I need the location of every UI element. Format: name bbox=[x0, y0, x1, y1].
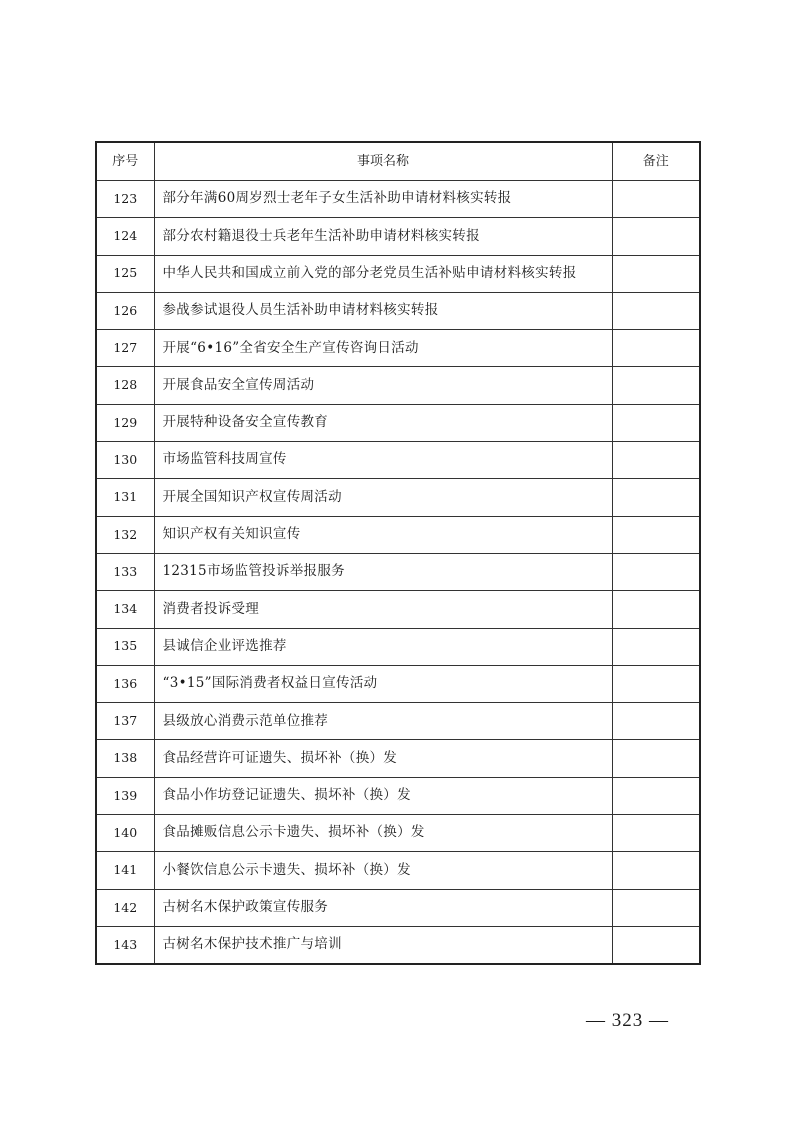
row-seq: 130 bbox=[96, 442, 154, 479]
table-row bbox=[96, 330, 700, 367]
table-row bbox=[96, 292, 700, 329]
row-item-name: 消费者投诉受理 bbox=[154, 591, 612, 628]
row-seq: 125 bbox=[96, 255, 154, 292]
row-note bbox=[612, 442, 700, 479]
row-seq: 134 bbox=[96, 591, 154, 628]
table-row bbox=[96, 367, 700, 404]
table-row bbox=[96, 591, 700, 628]
row-seq: 143 bbox=[96, 926, 154, 963]
table-row bbox=[96, 553, 700, 590]
row-seq: 136 bbox=[96, 665, 154, 702]
table-row bbox=[96, 628, 700, 665]
header-item-name: 事项名称 bbox=[154, 142, 612, 181]
row-note bbox=[612, 665, 700, 702]
row-note bbox=[612, 852, 700, 889]
row-seq: 127 bbox=[96, 330, 154, 367]
row-note bbox=[612, 703, 700, 740]
row-item-name: 中华人民共和国成立前入党的部分老党员生活补贴申请材料核实转报 bbox=[154, 255, 612, 292]
row-item-name: 部分农村籍退役士兵老年生活补助申请材料核实转报 bbox=[154, 218, 612, 255]
row-seq: 137 bbox=[96, 703, 154, 740]
table-row bbox=[96, 255, 700, 292]
table-row bbox=[96, 404, 700, 441]
table-row bbox=[96, 218, 700, 255]
row-item-name: 开展特种设备安全宣传教育 bbox=[154, 404, 612, 441]
table-row bbox=[96, 479, 700, 516]
row-item-name: 部分年满60周岁烈士老年子女生活补助申请材料核实转报 bbox=[154, 181, 612, 218]
row-seq: 135 bbox=[96, 628, 154, 665]
table-row bbox=[96, 516, 700, 553]
row-item-name: 开展食品安全宣传周活动 bbox=[154, 367, 612, 404]
row-item-name: 参战参试退役人员生活补助申请材料核实转报 bbox=[154, 292, 612, 329]
row-item-name: 县级放心消费示范单位推荐 bbox=[154, 703, 612, 740]
row-note bbox=[612, 815, 700, 852]
row-item-name: 县诚信企业评选推荐 bbox=[154, 628, 612, 665]
items-table bbox=[95, 141, 701, 965]
row-note bbox=[612, 181, 700, 218]
row-item-name: 古树名木保护技术推广与培训 bbox=[154, 926, 612, 963]
row-seq: 123 bbox=[96, 181, 154, 218]
table-row bbox=[96, 442, 700, 479]
row-note bbox=[612, 292, 700, 329]
table-header-row bbox=[96, 142, 700, 181]
row-item-name: 古树名木保护政策宣传服务 bbox=[154, 889, 612, 926]
table-row bbox=[96, 926, 700, 963]
row-seq: 141 bbox=[96, 852, 154, 889]
row-seq: 128 bbox=[96, 367, 154, 404]
row-item-name: 小餐饮信息公示卡遗失、损坏补（换）发 bbox=[154, 852, 612, 889]
row-note bbox=[612, 255, 700, 292]
row-note bbox=[612, 553, 700, 590]
table-row bbox=[96, 889, 700, 926]
row-seq: 124 bbox=[96, 218, 154, 255]
row-seq: 133 bbox=[96, 553, 154, 590]
row-item-name: 市场监管科技周宣传 bbox=[154, 442, 612, 479]
table-body bbox=[96, 181, 700, 964]
row-seq: 140 bbox=[96, 815, 154, 852]
row-item-name: 食品摊贩信息公示卡遗失、损坏补（换）发 bbox=[154, 815, 612, 852]
row-note bbox=[612, 740, 700, 777]
row-note bbox=[612, 628, 700, 665]
row-item-name: 食品小作坊登记证遗失、损坏补（换）发 bbox=[154, 777, 612, 814]
table-row bbox=[96, 181, 700, 218]
table-row bbox=[96, 777, 700, 814]
row-item-name: 开展“6•16”全省安全生产宣传咨询日活动 bbox=[154, 330, 612, 367]
row-seq: 132 bbox=[96, 516, 154, 553]
row-note bbox=[612, 404, 700, 441]
row-item-name: 12315市场监管投诉举报服务 bbox=[154, 553, 612, 590]
page-number: — 323 — bbox=[586, 1010, 669, 1031]
row-seq: 126 bbox=[96, 292, 154, 329]
header-note: 备注 bbox=[612, 142, 700, 181]
row-seq: 142 bbox=[96, 889, 154, 926]
row-note bbox=[612, 516, 700, 553]
table-row bbox=[96, 665, 700, 702]
row-seq: 131 bbox=[96, 479, 154, 516]
row-note bbox=[612, 591, 700, 628]
table-row bbox=[96, 703, 700, 740]
table-row bbox=[96, 815, 700, 852]
row-note bbox=[612, 777, 700, 814]
header-seq: 序号 bbox=[96, 142, 154, 181]
row-note bbox=[612, 218, 700, 255]
row-note bbox=[612, 330, 700, 367]
row-seq: 139 bbox=[96, 777, 154, 814]
row-seq: 138 bbox=[96, 740, 154, 777]
row-item-name: 食品经营许可证遗失、损坏补（换）发 bbox=[154, 740, 612, 777]
row-seq: 129 bbox=[96, 404, 154, 441]
table-row bbox=[96, 852, 700, 889]
row-item-name: “3•15”国际消费者权益日宣传活动 bbox=[154, 665, 612, 702]
table-row bbox=[96, 740, 700, 777]
row-note bbox=[612, 479, 700, 516]
row-note bbox=[612, 926, 700, 963]
row-note bbox=[612, 367, 700, 404]
row-item-name: 开展全国知识产权宣传周活动 bbox=[154, 479, 612, 516]
row-item-name: 知识产权有关知识宣传 bbox=[154, 516, 612, 553]
row-note bbox=[612, 889, 700, 926]
